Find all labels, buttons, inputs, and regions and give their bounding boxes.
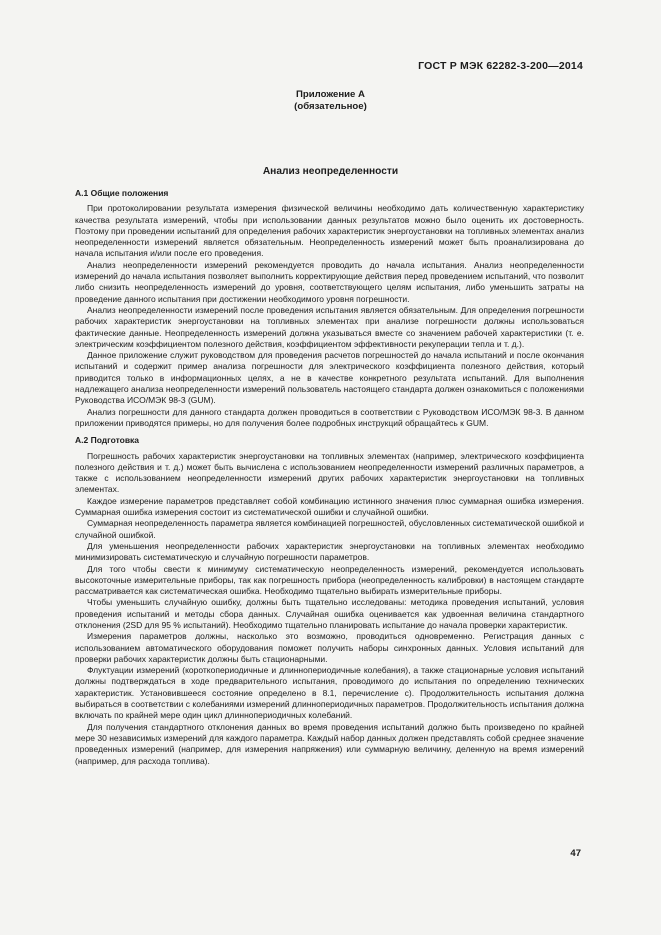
paragraph: Для получения стандартного отклонения данных во время проведения испытаний должно быть произведено по крайней мере 30 независимых измерений для каждого параметра. Каждый набор данных должен представлять собой среднее значение проведенных измерений (например, для измерения напряжения) или суммарную величину, деленную на время измерений (например, для расхода топлива). xyxy=(75,721,584,766)
standard-header: ГОСТ Р МЭК 62282-3-200—2014 xyxy=(418,60,583,72)
paragraph: Для того чтобы свести к минимуму систематическую неопределенность измерений, рекомендуется использовать высокоточные измерительные приборы, так как погрешность прибора (неопределенность калибровки) в настоящем стандарте рассматривается как систематическая ошибка. Необходимо тщательно выбирать измерительные приборы. xyxy=(75,563,584,597)
paragraph: Погрешность рабочих характеристик энергоустановки на топливных элементах (например, электрического коэффициента полезного действия и т. д.) может быть вычислена с использованием неопределенности измерений различных параметров, а также с использованием неопределенности измерений других рабочих характеристик энергоустановки на топливных элементах. xyxy=(75,450,584,495)
document-title: Анализ неопределенности xyxy=(262,166,399,177)
paragraph: Чтобы уменьшить случайную ошибку, должны быть тщательно исследованы: методика проведения испытаний, условия проведения испытаний и методы сбора данных. Случайная ошибка оценивается как удвоенная величина стандартного отклонения (2SD для 95 % испытаний). Необходимо тщательно планировать испытание до начала проверки характеристик. xyxy=(75,597,584,630)
annex-title: Приложение А xyxy=(296,89,365,100)
paragraph: Суммарная неопределенность параметра является комбинацией погрешностей, обусловленных систематической ошибкой и случайной ошибкой. xyxy=(75,518,584,540)
paragraph: При протоколировании результата измерения физической величины необходимо дать количественную характеристику качества результата измерений, чтобы при использовании данных результатов можно было оценить их достоверность. Поэтому при проведении испытаний для определения рабочих характеристик энергоустановки на топливных элементах анализ неопределенности измерений является обязательным. Неопределенность измерений может быть проанализирована до начала испытания и/или после его проведения. xyxy=(75,203,584,259)
paragraph: Для уменьшения неопределенности рабочих характеристик энергоустановки на топливных элементах необходимо минимизировать систематическую и случайную погрешности параметров. xyxy=(75,540,584,563)
page-number: 47 xyxy=(570,848,581,859)
annex-heading xyxy=(0,89,661,113)
paragraph: Данное приложение служит руководством для проведения расчетов погрешностей до начала испытаний и после окончания испытаний и содержит пример анализа погрешности для электрического коэффициента полезного действия, который приводится только в информационных целях, а не в качестве конкретного результата испытаний. Для выполнения надлежащего анализа неопределенности измерений пользователь настоящего стандарта должен ознакомиться с положениями Руководства ИСО/МЭК 98-3 (GUM). xyxy=(75,350,584,406)
paragraph: Измерения параметров должны, насколько это возможно, проводиться одновременно. Регистрация данных с использованием автоматического оборудования поможет получить наборы синхронных данных. Условия испытаний для проверки рабочих характеристик должны быть стационарными. xyxy=(75,631,584,664)
section-heading-a2: А.2 Подготовка xyxy=(75,435,140,446)
section-heading-a1: А.1 Общие положения xyxy=(75,188,169,198)
paragraph: Анализ неопределенности измерений рекомендуется проводить до начала испытания. Анализ неопределенности измерений до начала испытания позволяет выполнить корректирующие действия перед проведением испытаний, что позволит либо снизить неопределенность измерений до уровня, соответствующего целям испытания, либо уменьшить затраты на проведение данного испытания при достижении необходимого уровня погрешности. xyxy=(75,259,584,304)
document-body xyxy=(75,188,584,767)
paragraph: Анализ погрешности для данного стандарта должен проводиться в соответствии с Руководством ИСО/МЭК 98-3. В данном приложении приводятся примеры, но для получения более подробных инструкций обращайтесь к GUM. xyxy=(75,406,584,428)
annex-status: (обязательное) xyxy=(294,101,367,112)
paragraph: Каждое измерение параметров представляет собой комбинацию истинного значения плюс суммарная ошибка измерения. Суммарная ошибка измерения состоит из систематической ошибки и случайной ошибки. xyxy=(75,495,584,518)
paragraph: Флуктуации измерений (короткопериодичные и длиннопериодичные колебания), а также стационарные условия испытаний должны подтверждаться в ходе предварительного испытания, проводимого до испытания по определению технических характеристик. Установившееся состояние определено в 8.1, перечисление с). Продолжительность испытания должна выбираться в соответствии с колебаниями измерений длиннопериодичных параметров. Продолжительность испытания должна включать по крайней мере один цикл длиннопериодичных колебаний. xyxy=(75,665,584,721)
paragraph: Анализ неопределенности измерений после проведения испытания является обязательным. Для определения погрешности рабочих характеристик энергоустановки на топливных элементах при анализе погрешности должны использоваться фактические данные. Неопределенность измерений должна указываться вместе со значением рабочей характеристики (т. е. электрическим коэффициентом полезного действия, коэффициентом эффективности рекуперации тепла и т. д.). xyxy=(75,304,584,349)
